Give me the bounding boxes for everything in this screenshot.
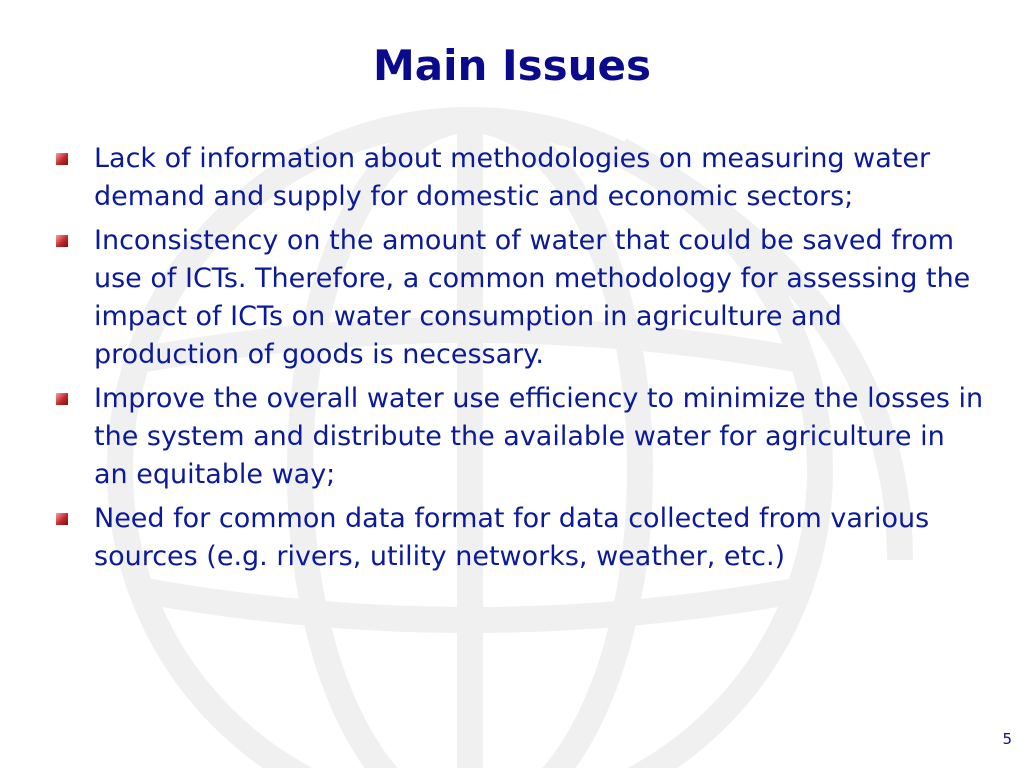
list-item: [55, 500, 985, 576]
red-square-bullet-icon: [56, 513, 68, 525]
page-number: 5: [1002, 730, 1012, 748]
bullet-text: Improve the overall water use efficiency to minimize the losses in the system and distribute the available water for agriculture in an equitable way;: [94, 383, 984, 490]
red-square-bullet-icon: [56, 153, 68, 165]
list-item: [55, 380, 985, 494]
red-square-bullet-icon: [56, 235, 68, 247]
bullet-text: Inconsistency on the amount of water that could be saved from use of ICTs. Therefore, a common methodology for assessing the impact of ICTs on water consumption in agriculture and production of goods is necessary.: [94, 225, 971, 370]
red-square-bullet-icon: [56, 393, 68, 405]
slide-title: Main Issues: [372, 41, 652, 90]
list-item: [55, 222, 985, 374]
list-item: [55, 140, 985, 216]
bullet-text: Need for common data format for data collected from various sources (e.g. rivers, utility networks, weather, etc.): [94, 503, 930, 572]
bullet-list: [55, 140, 985, 582]
bullet-text: Lack of information about methodologies on measuring water demand and supply for domestic and economic sectors;: [94, 143, 931, 212]
